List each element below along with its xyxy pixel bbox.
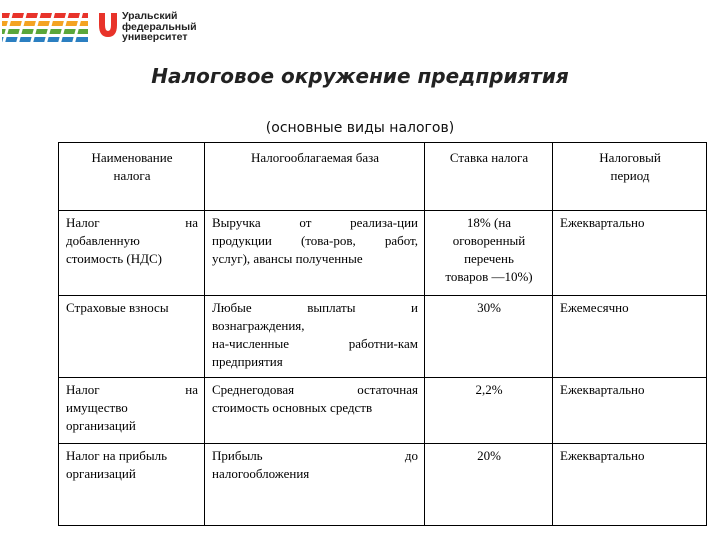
- university-name: Уральский федеральный университет: [122, 10, 197, 43]
- table-row: [59, 444, 707, 526]
- tax-name-cell: Страховые взносы: [59, 296, 205, 378]
- tax-name-cell: Налог на имущество организаций: [59, 378, 205, 444]
- tax-period-cell: Ежеквартально: [553, 378, 707, 444]
- table-header-row: [59, 143, 707, 211]
- tax-table: [58, 142, 707, 526]
- header-tax-period: Налоговый период: [553, 143, 707, 211]
- tax-rate-cell: 2,2%: [425, 378, 553, 444]
- tax-name-cell: Налог на прибыль организаций: [59, 444, 205, 526]
- tax-base-cell: Прибыль до налогообложения: [205, 444, 425, 526]
- tax-rate-cell: 18% (на оговоренный перечень товаров —10%): [425, 211, 553, 296]
- logo-stripes: [2, 13, 88, 43]
- page-title: Налоговое окружение предприятия: [151, 64, 569, 88]
- tax-period-cell: Ежемесячно: [553, 296, 707, 378]
- tax-name-cell: Налог на добавленную стоимость (НДС): [59, 211, 205, 296]
- header-tax-base: Налогооблагаемая база: [205, 143, 425, 211]
- page-subtitle: (основные виды налогов): [265, 120, 455, 136]
- tax-base-cell: Среднегодовая остаточная стоимость основных средств: [205, 378, 425, 444]
- header-tax-rate: Ставка налога: [425, 143, 553, 211]
- tax-rate-cell: 30%: [425, 296, 553, 378]
- tax-period-cell: Ежеквартально: [553, 444, 707, 526]
- table-row: [59, 211, 707, 296]
- tax-base-cell: Выручка от реализа-ции продукции (това-ров, работ, услуг), авансы полученные: [205, 211, 425, 296]
- tax-base-cell: Любые выплаты и вознаграждения, на-численные работни-кам предприятия: [205, 296, 425, 378]
- tax-rate-cell: 20%: [425, 444, 553, 526]
- university-logo-mark: [97, 11, 119, 41]
- logo-stripe-red: [2, 13, 88, 18]
- table-row: [59, 378, 707, 444]
- header-tax-name: Наименование налога: [59, 143, 205, 211]
- table-row: [59, 296, 707, 378]
- tax-period-cell: Ежеквартально: [553, 211, 707, 296]
